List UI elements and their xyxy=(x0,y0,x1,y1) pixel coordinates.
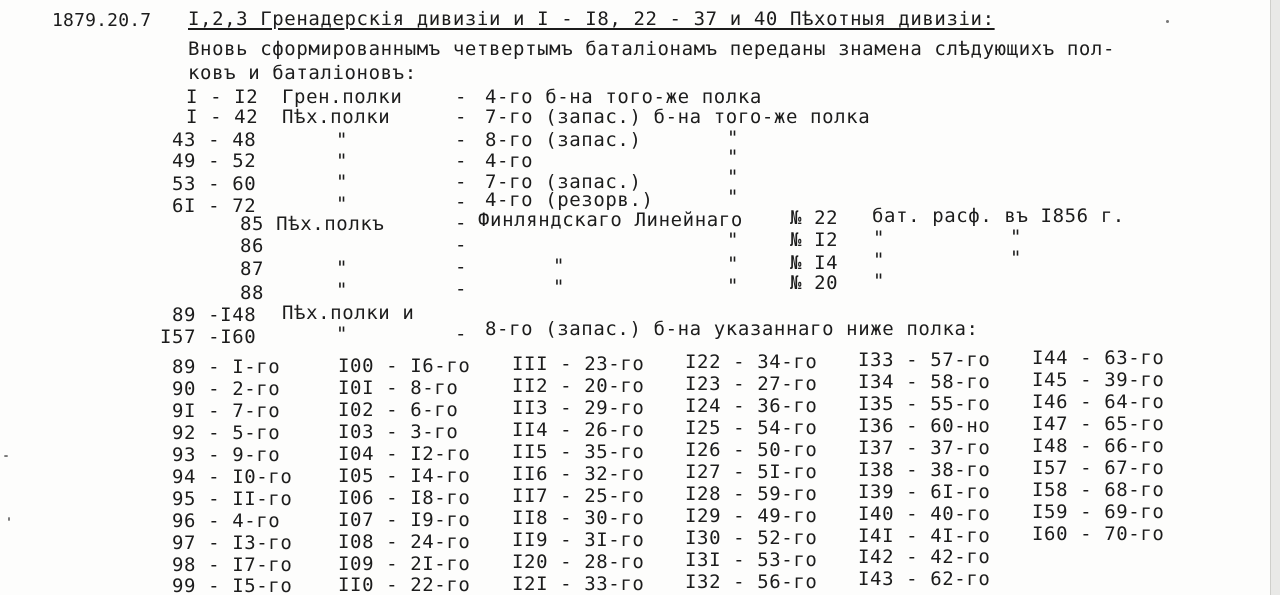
battalion-dash: - xyxy=(455,234,468,256)
table-cell: I44 - 63-го xyxy=(1032,347,1165,369)
table-cell: 97 - I3-го xyxy=(172,532,293,554)
entry-ditto: " xyxy=(336,193,349,215)
table-cell: I46 - 64-го xyxy=(1032,391,1165,413)
intro-line-2: ковъ и баталіоновъ: xyxy=(188,62,417,84)
table-cell: I09 - 2I-го xyxy=(338,553,471,575)
battalion-source: Финляндскаго Линейнаго xyxy=(478,209,743,231)
table-cell: I4I - 4I-го xyxy=(858,525,991,547)
entry-dash: - xyxy=(455,106,468,128)
entry-dash: - xyxy=(455,191,468,213)
table-cell: II0 - 22-го xyxy=(338,574,471,596)
entry-text: 4-го xyxy=(485,150,534,172)
table-cell: I47 - 65-го xyxy=(1032,413,1165,435)
table-cell: I02 - 6-го xyxy=(338,399,459,421)
table-cell: I37 - 37-го xyxy=(858,437,991,459)
table-cell: I57 - 67-го xyxy=(1032,457,1165,479)
battalion-ditto: " xyxy=(727,229,740,251)
battalion-number: № 20 xyxy=(790,272,839,294)
battalion-regiment: 88 xyxy=(240,282,265,304)
table-cell: I23 - 27-го xyxy=(685,373,818,395)
battalion-regiment: 85 Пѣх.полкъ xyxy=(240,213,385,235)
entry-ditto: " xyxy=(336,171,349,193)
group-dash: - xyxy=(455,323,468,345)
table-cell: I35 - 55-го xyxy=(858,393,991,415)
battalion-regiment: 87 xyxy=(240,258,265,280)
document-title: I,2,3 Гренадерскія дивизіи и I - I8, 22 - 37 и 40 Пѣхотныя дивизіи: xyxy=(188,8,995,30)
table-cell: I07 - I9-го xyxy=(338,509,471,531)
battalion-ditto: " xyxy=(873,270,886,292)
table-cell: I36 - 60-но xyxy=(858,415,991,437)
scan-speck xyxy=(1166,20,1169,23)
battalion-number: № 22 xyxy=(790,207,839,229)
scan-speck xyxy=(4,455,8,457)
table-cell: II5 - 35-го xyxy=(512,441,645,463)
battalion-ditto: " xyxy=(727,275,740,297)
table-cell: I0I - 8-го xyxy=(338,377,459,399)
battalion-ditto: " xyxy=(873,227,886,249)
table-cell: I33 - 57-го xyxy=(858,349,991,371)
entry-text: 4-го (резорв.) xyxy=(485,189,654,211)
table-cell: II2 - 20-го xyxy=(512,375,645,397)
table-cell: II8 - 30-го xyxy=(512,507,645,529)
battalion-ditto: " xyxy=(1010,247,1023,269)
intro-line-1: Вновь сформированнымъ четвертымъ баталіонамъ переданы знамена слѣдующихъ пол- xyxy=(188,38,1115,60)
battalion-ditto: " xyxy=(336,279,349,301)
entry-range: I - 42 xyxy=(186,106,259,128)
entry-ditto-right: " xyxy=(727,186,740,208)
battalion-ditto: " xyxy=(1010,226,1023,248)
entry-unit: Грен.полки xyxy=(282,86,403,108)
table-cell: I45 - 39-го xyxy=(1032,369,1165,391)
table-cell: II3 - 29-го xyxy=(512,397,645,419)
entry-ditto: " xyxy=(336,150,349,172)
entry-ditto: " xyxy=(336,129,349,151)
entry-dash: - xyxy=(455,171,468,193)
table-cell: I26 - 50-го xyxy=(685,439,818,461)
entry-dash: - xyxy=(455,86,468,108)
table-cell: 92 - 5-го xyxy=(172,422,281,444)
table-cell: I27 - 5I-го xyxy=(685,461,818,483)
table-cell: 99 - I5-го xyxy=(172,575,293,597)
scan-speck xyxy=(8,517,10,521)
table-cell: 9I - 7-го xyxy=(172,400,281,422)
table-cell: I2I - 33-го xyxy=(512,573,645,595)
battalion-regiment: 86 xyxy=(240,235,265,257)
table-cell: III - 23-го xyxy=(512,353,645,375)
table-cell: II7 - 25-го xyxy=(512,485,645,507)
table-cell: I06 - I8-го xyxy=(338,487,471,509)
entry-range: 43 - 48 xyxy=(172,129,257,151)
entry-range: 53 - 60 xyxy=(172,173,257,195)
group-range-2: I57 -I60 xyxy=(160,326,257,348)
entry-unit: Пѣх.полки xyxy=(282,106,391,128)
battalion-ditto: " xyxy=(727,253,740,275)
table-cell: I40 - 40-го xyxy=(858,503,991,525)
table-cell: I24 - 36-го xyxy=(685,395,818,417)
table-cell: 95 - II-го xyxy=(172,488,293,510)
battalion-ditto: " xyxy=(336,257,349,279)
table-cell: I38 - 38-го xyxy=(858,459,991,481)
battalion-dash: - xyxy=(455,278,468,300)
table-cell: I59 - 69-го xyxy=(1032,501,1165,523)
table-cell: I25 - 54-го xyxy=(685,417,818,439)
group-ditto: " xyxy=(336,323,349,345)
entry-dash: - xyxy=(455,129,468,151)
table-cell: I39 - 6I-го xyxy=(858,481,991,503)
page-edge-shadow xyxy=(1271,0,1280,595)
table-cell: I00 - I6-го xyxy=(338,355,471,377)
entry-dash: - xyxy=(455,150,468,172)
table-cell: I34 - 58-го xyxy=(858,371,991,393)
table-cell: I43 - 62-го xyxy=(858,568,991,590)
battalion-tail: бат. расф. въ I856 г. xyxy=(872,205,1125,227)
entry-text: 7-го (запас.) б-на того-же полка xyxy=(485,106,871,128)
table-cell: I48 - 66-го xyxy=(1032,435,1165,457)
battalion-ditto: " xyxy=(873,249,886,271)
table-cell: I58 - 68-го xyxy=(1032,479,1165,501)
entry-text: 4-го б-на того-же полка xyxy=(485,86,762,108)
battalion-number: № I2 xyxy=(790,229,839,251)
battalion-ditto: " xyxy=(553,255,566,277)
table-cell: I20 - 28-го xyxy=(512,551,645,573)
table-cell: II6 - 32-го xyxy=(512,463,645,485)
entry-ditto-right: " xyxy=(727,127,740,149)
table-cell: 94 - I0-го xyxy=(172,466,293,488)
entry-text: 8-го (запас.) xyxy=(485,129,642,151)
entry-range: 49 - 52 xyxy=(172,150,257,172)
battalion-dash: - xyxy=(455,256,468,278)
table-cell: I03 - 3-го xyxy=(338,421,459,443)
battalion-dash: - xyxy=(455,212,468,234)
entry-text: 7-го (запас.) xyxy=(485,171,642,193)
table-cell: I42 - 42-го xyxy=(858,546,991,568)
group-range-1: 89 -I48 xyxy=(172,304,257,326)
battalion-ditto: " xyxy=(553,276,566,298)
table-cell: II4 - 26-го xyxy=(512,419,645,441)
table-cell: I08 - 24-го xyxy=(338,531,471,553)
entry-range: I - I2 xyxy=(186,86,259,108)
table-cell: II9 - 3I-го xyxy=(512,529,645,551)
table-cell: I05 - I4-го xyxy=(338,465,471,487)
table-cell: I29 - 49-го xyxy=(685,505,818,527)
table-cell: I28 - 59-го xyxy=(685,483,818,505)
entry-ditto-right: " xyxy=(727,166,740,188)
table-cell: 93 - 9-го xyxy=(172,444,281,466)
document-date: 1879.20.7 xyxy=(52,10,152,31)
table-cell: 90 - 2-го xyxy=(172,378,281,400)
table-cell: 89 - I-го xyxy=(172,356,281,378)
table-cell: I22 - 34-го xyxy=(685,351,818,373)
table-cell: I30 - 52-го xyxy=(685,527,818,549)
group-unit-1: Пѣх.полки и xyxy=(282,302,415,324)
table-cell: 96 - 4-го xyxy=(172,510,281,532)
table-cell: I60 - 70-го xyxy=(1032,523,1165,545)
entry-ditto-right: " xyxy=(727,146,740,168)
group-text: 8-го (запас.) б-на указаннаго ниже полка: xyxy=(485,318,979,340)
entry-range: 6I - 72 xyxy=(172,195,257,217)
table-cell: 98 - I7-го xyxy=(172,554,293,576)
table-cell: I32 - 56-го xyxy=(685,571,818,593)
table-cell: I04 - I2-го xyxy=(338,443,471,465)
table-cell: I3I - 53-го xyxy=(685,549,818,571)
battalion-number: № I4 xyxy=(790,252,839,274)
